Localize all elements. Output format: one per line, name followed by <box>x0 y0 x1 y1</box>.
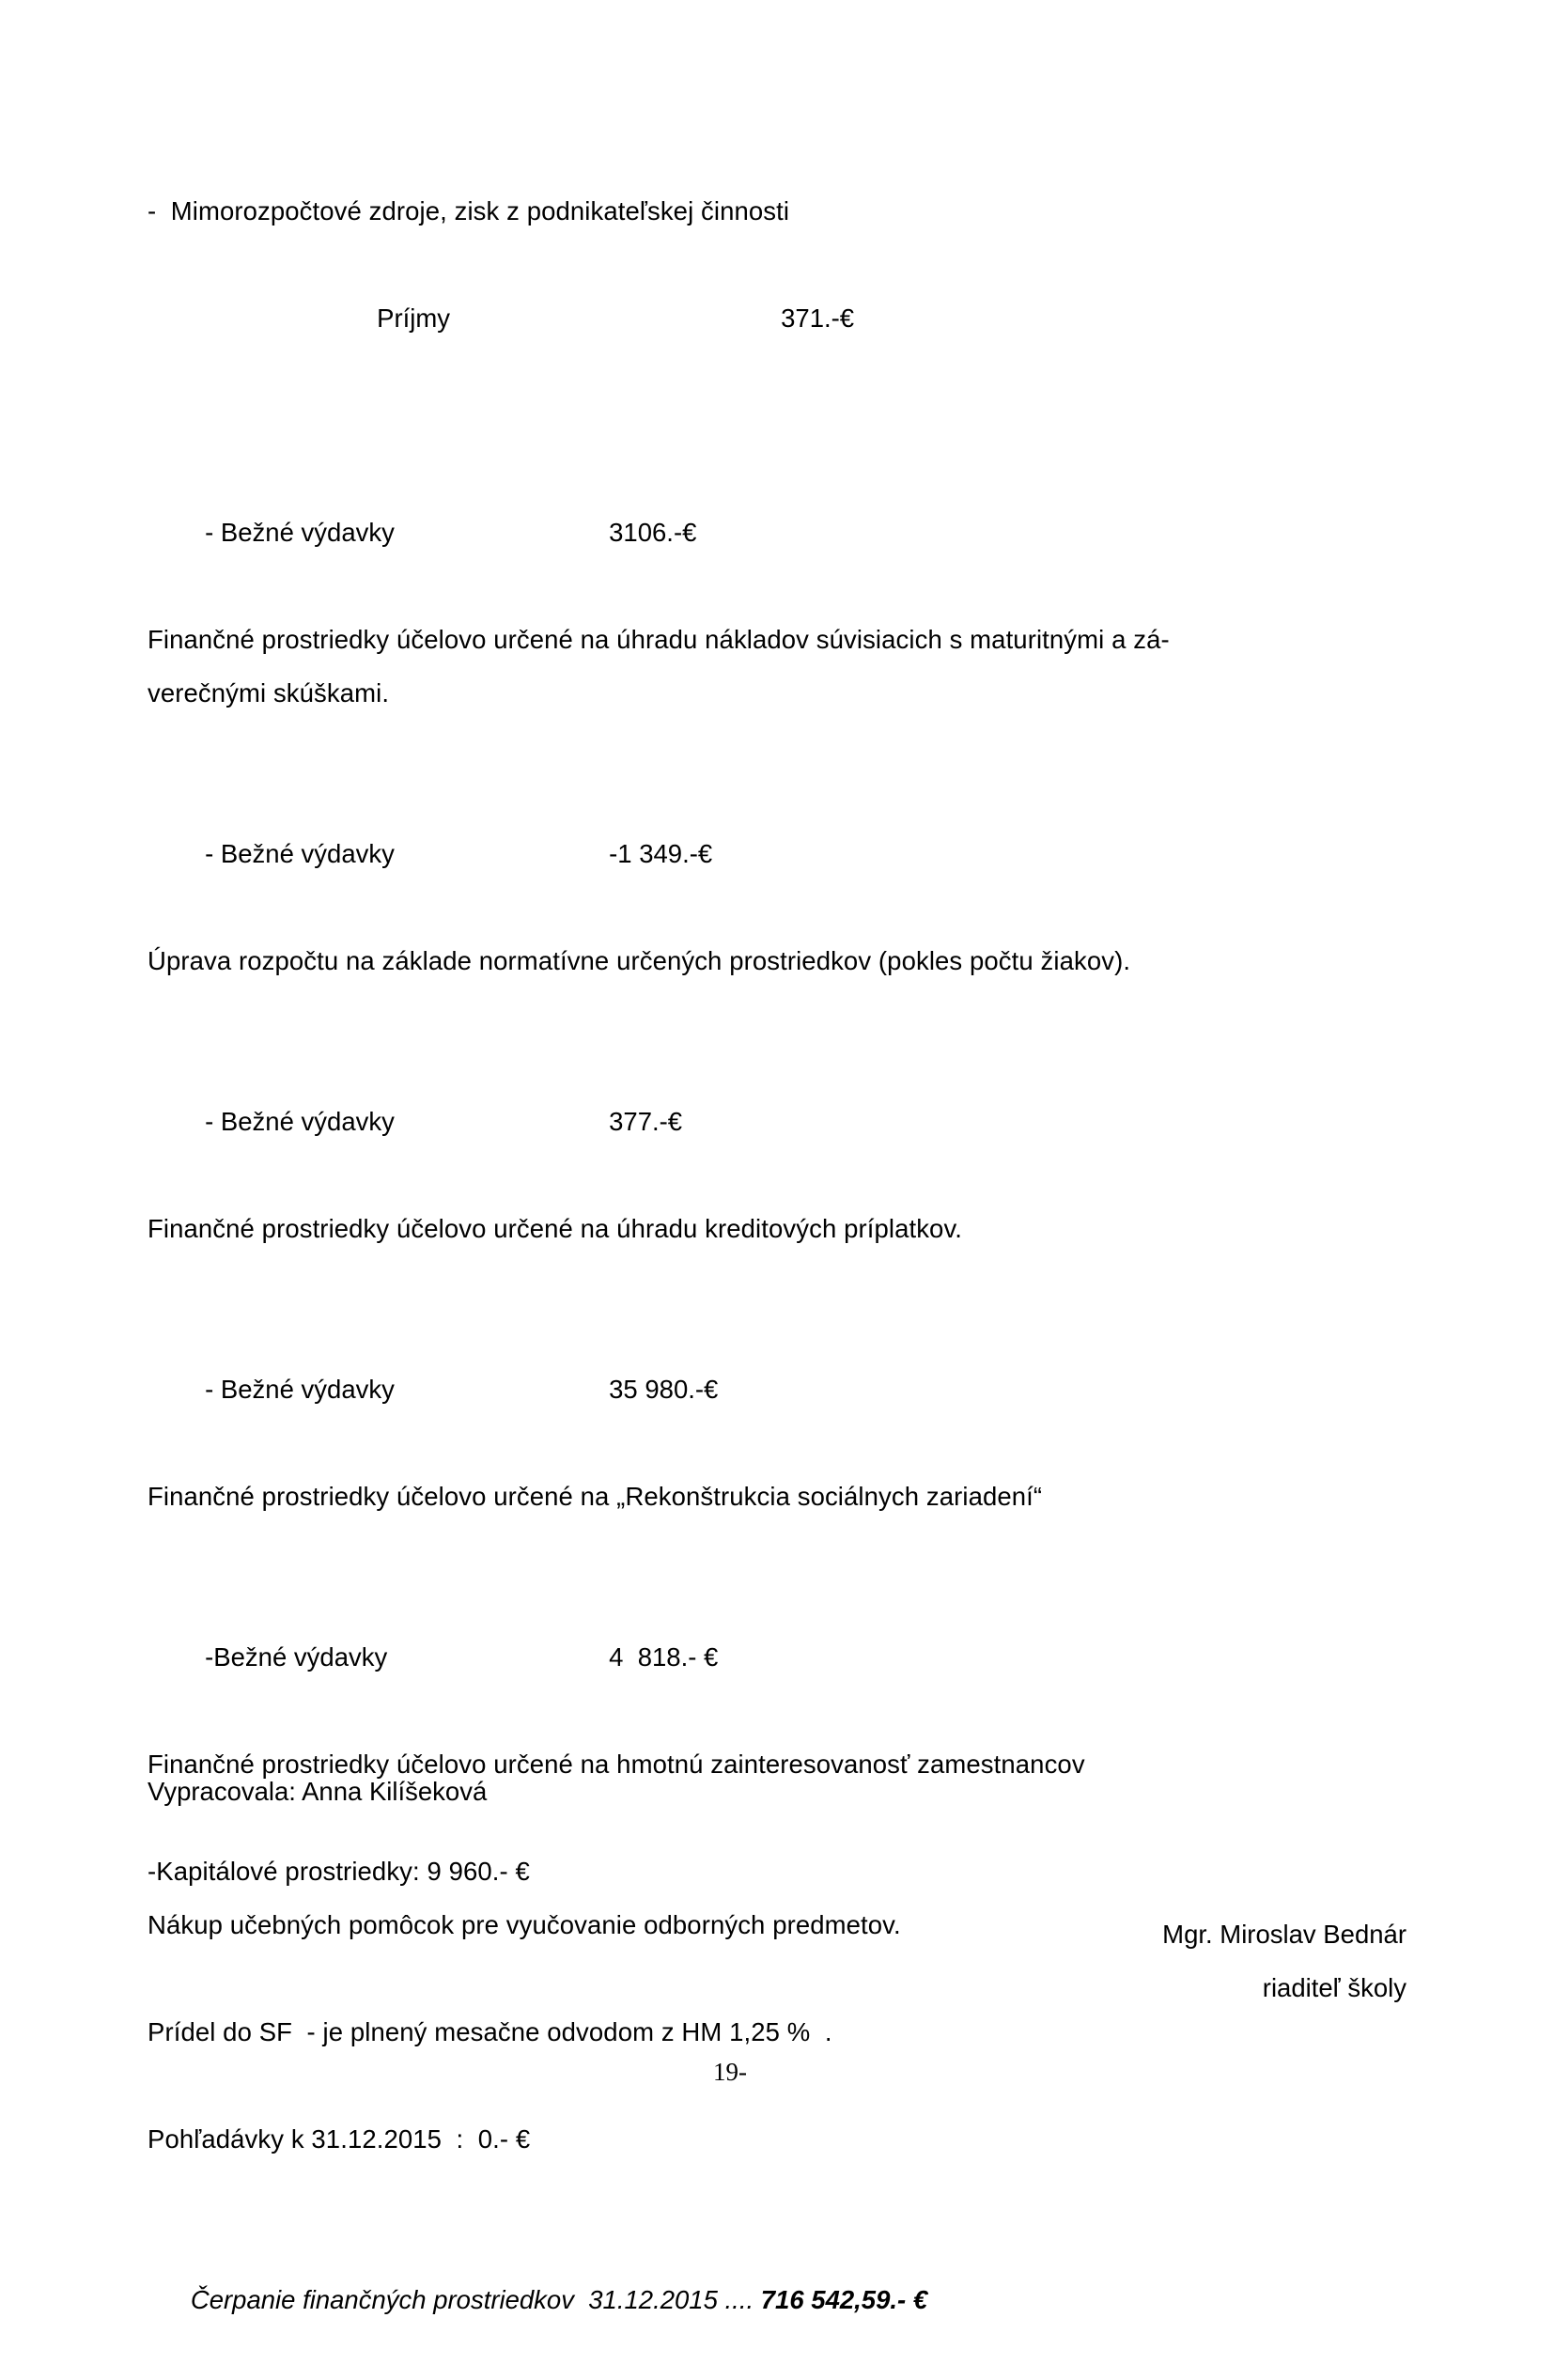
statement-pohladavky: Pohľadávky k 31.12.2015 : 0.- € <box>148 2124 531 2154</box>
paragraph-bezne-minus1349: Úprava rozpočtu na základe normatívne určených prostriedkov (pokles počtu žiakov). <box>148 946 1131 975</box>
row-amount-bezne-35980: 35 980.-€ <box>609 1375 719 1404</box>
spacer <box>148 988 1406 1041</box>
director-signature-block <box>749 1907 1406 2014</box>
block-bezne-3106 <box>148 452 1406 720</box>
row-amount-bezne-3106: 3106.-€ <box>609 518 697 547</box>
prepared-by-line: Vypracovala: Anna Kilíšeková <box>148 1777 488 1806</box>
row-bezne-35980 <box>148 1309 1406 1470</box>
block-bezne-4818 <box>148 1577 1406 1791</box>
cerpanie-label: Čerpanie finančných prostriedkov 31.12.2015 .... <box>190 2285 761 2314</box>
row-label-bezne-3106: - Bežné výdavky <box>205 518 395 547</box>
statement-cerpanie <box>148 2219 1406 2380</box>
row-label-prijmy: Príjmy <box>377 303 451 333</box>
page-number: 19- <box>713 2058 747 2086</box>
block-bezne-377 <box>148 1041 1406 1255</box>
row-label-bezne-35980: - Bežné výdavky <box>205 1375 395 1404</box>
row-amount-bezne-4818: 4 818.- € <box>609 1642 719 1672</box>
row-prijmy <box>148 238 1406 398</box>
statement-pridel-do-sf: Prídel do SF - je plnený mesačne odvodom z HM 1,25 % . <box>148 2017 832 2046</box>
cerpanie-amount: 716 542,59.- € <box>760 2285 928 2314</box>
row-label-bezne-377: - Bežné výdavky <box>205 1107 395 1136</box>
spacer <box>148 398 1406 452</box>
row-amount-bezne-377: 377.-€ <box>609 1107 683 1136</box>
spacer <box>148 1255 1406 1309</box>
document-body <box>148 184 1406 2380</box>
spacer <box>148 1523 1406 1577</box>
row-label-bezne-minus1349: - Bežné výdavky <box>205 839 395 868</box>
paragraph-bezne-4818: Finančné prostriedky účelovo určené na hmotnú zainteresovanosť zamestnancov <box>148 1750 1085 1779</box>
paragraph-bezne-377: Finančné prostriedky účelovo určené na úhradu kreditových príplatkov. <box>148 1214 962 1243</box>
spacer <box>148 720 1406 773</box>
row-label-kapitalove: -Kapitálové prostriedky: 9 960.- € <box>148 1857 530 1886</box>
row-label-bezne-4818: -Bežné výdavky <box>205 1642 388 1672</box>
paragraph-kapitalove: Nákup učebných pomôcok pre vyučovanie odborných predmetov. <box>148 1910 901 1939</box>
row-bezne-minus1349 <box>148 773 1406 934</box>
row-bezne-3106 <box>148 452 1406 613</box>
row-bezne-4818 <box>148 1577 1406 1737</box>
paragraph-bezne-3106-line2: verečnými skúškami. <box>148 678 390 708</box>
row-amount-bezne-minus1349: -1 349.-€ <box>609 839 713 868</box>
spacer <box>148 2166 1406 2219</box>
director-title: riaditeľ školy <box>1262 1973 1406 2002</box>
paragraph-bezne-35980: Finančné prostriedky účelovo určené na „Rekonštrukcia sociálnych zariadení“ <box>148 1482 1043 1511</box>
row-bezne-377 <box>148 1041 1406 1202</box>
director-name: Mgr. Miroslav Bednár <box>1162 1920 1406 1949</box>
paragraph-bezne-3106-line1: Finančné prostriedky účelovo určené na úhradu nákladov súvisiacich s maturitnými a zá- <box>148 625 1170 654</box>
block-bezne-minus1349 <box>148 773 1406 988</box>
block-mimorozpoctove <box>148 184 1406 398</box>
row-amount-prijmy: 371.-€ <box>781 303 855 333</box>
block-bezne-35980 <box>148 1309 1406 1523</box>
bullet-line-mimorozpoctove: - Mimorozpočtové zdroje, zisk z podnikateľskej činnosti <box>148 196 790 226</box>
